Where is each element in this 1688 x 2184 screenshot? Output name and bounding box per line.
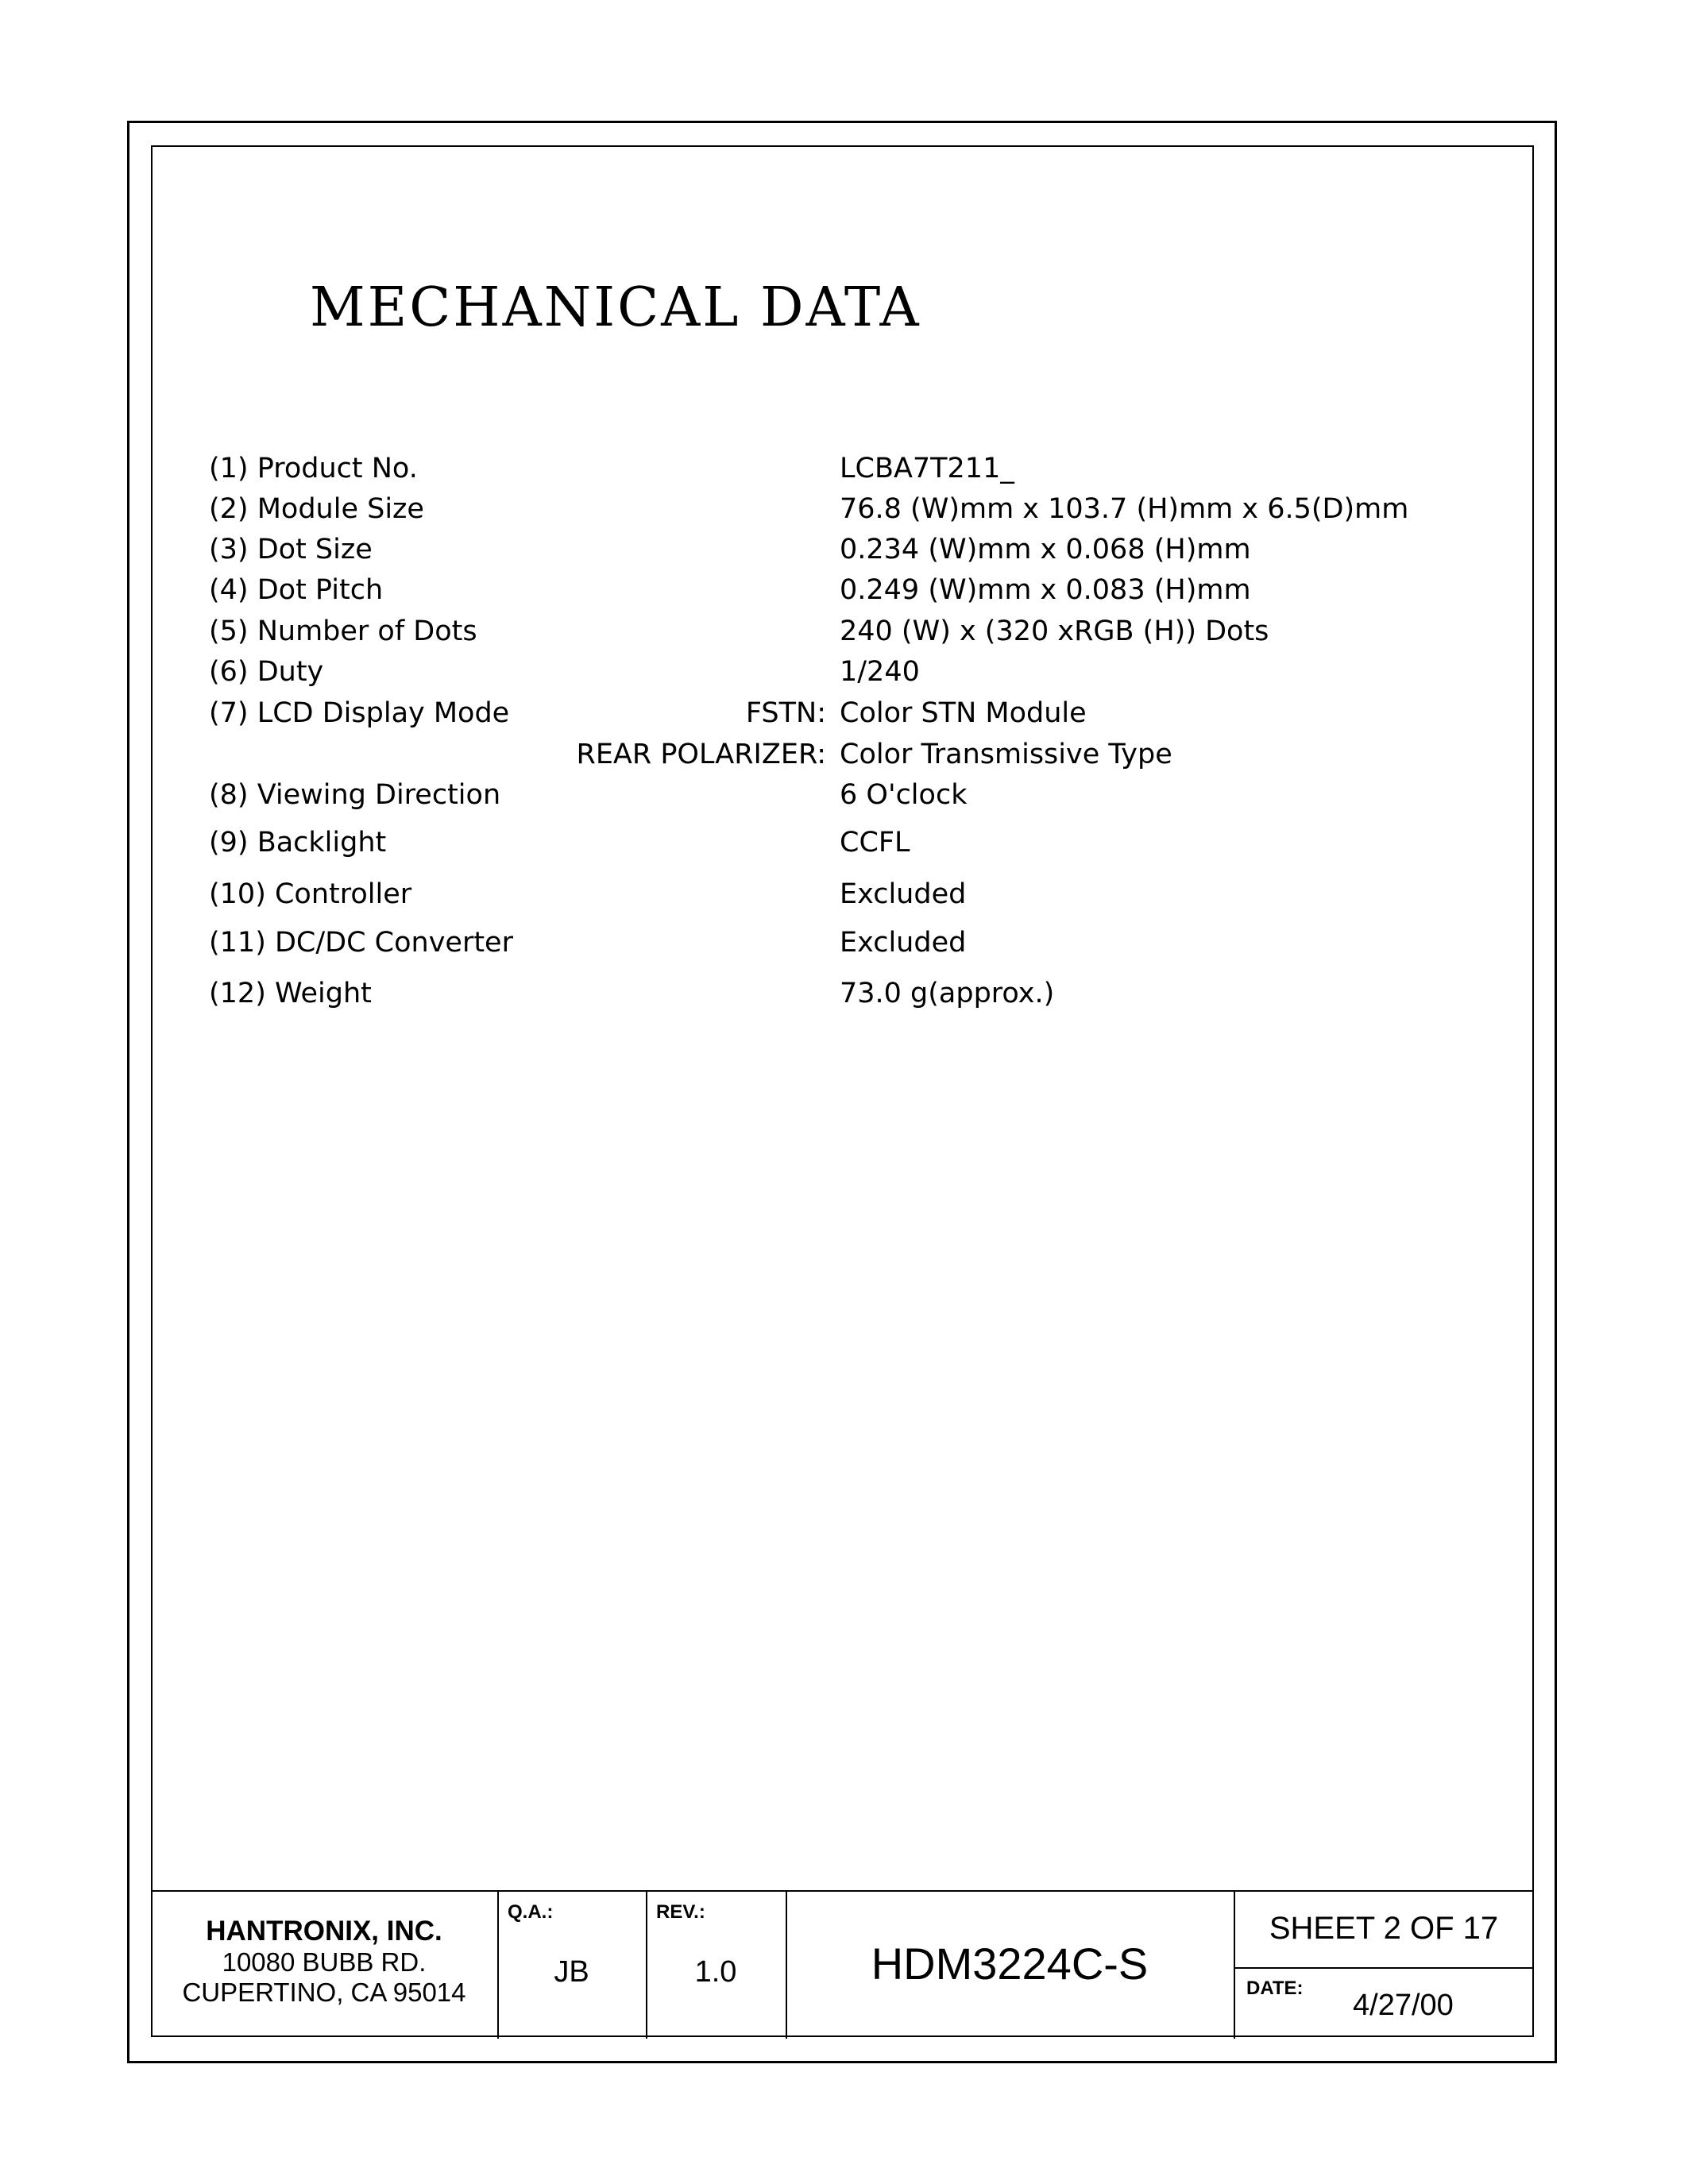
qa-label: Q.A.: — [508, 1901, 554, 1923]
spec-label: (12) Weight — [209, 978, 372, 1009]
spec-label: (10) Controller — [209, 878, 412, 910]
spec-sub-label: FSTN: — [745, 697, 826, 729]
spec-value: Color STN Module — [840, 697, 1087, 729]
spec-value: Excluded — [840, 878, 967, 910]
spec-row — [0, 927, 1688, 967]
spec-value: 76.8 (W)mm x 103.7 (H)mm x 6.5(D)mm — [840, 493, 1409, 525]
spec-row — [0, 739, 1688, 778]
spec-row — [0, 615, 1688, 655]
spec-label: (3) Dot Size — [209, 534, 373, 565]
company-name: HANTRONIX, INC. — [206, 1916, 442, 1947]
spec-row — [0, 878, 1688, 918]
title-block — [151, 1890, 1534, 2037]
spec-row — [0, 697, 1688, 737]
inner-border — [151, 145, 1534, 2037]
spec-label: (2) Module Size — [209, 493, 424, 525]
spec-value: 240 (W) x (320 xRGB (H)) Dots — [840, 615, 1269, 647]
spec-row — [0, 827, 1688, 866]
spec-label: (1) Product No. — [209, 453, 418, 484]
spec-row — [0, 978, 1688, 1017]
spec-label: (7) LCD Display Mode — [209, 697, 510, 729]
spec-row — [0, 656, 1688, 696]
date-value: 4/27/00 — [1353, 1989, 1454, 2022]
spec-label: (9) Backlight — [209, 827, 387, 859]
company-address-line1: 10080 BUBB RD. — [222, 1947, 427, 1977]
spec-row — [0, 534, 1688, 573]
spec-label: (6) Duty — [209, 656, 324, 688]
qa-value: JB — [554, 1955, 589, 1989]
spec-label: (11) DC/DC Converter — [209, 927, 513, 959]
spec-row — [0, 493, 1688, 533]
page-title: MECHANICAL DATA — [310, 276, 921, 339]
spec-label: (8) Viewing Direction — [209, 779, 501, 811]
spec-value: 6 O'clock — [840, 779, 968, 811]
spec-row — [0, 574, 1688, 614]
spec-row — [0, 453, 1688, 492]
sheet-number: SHEET 2 OF 17 — [1269, 1911, 1499, 1946]
rev-label: REV.: — [656, 1901, 705, 1923]
spec-label: (5) Number of Dots — [209, 615, 477, 647]
spec-value: Color Transmissive Type — [840, 739, 1172, 770]
date-label: DATE: — [1246, 1978, 1304, 1999]
spec-value: CCFL — [840, 827, 910, 859]
spec-label: (4) Dot Pitch — [209, 574, 384, 606]
spec-value: 73.0 g(approx.) — [840, 978, 1055, 1009]
company-address-line2: CUPERTINO, CA 95014 — [182, 1978, 466, 2007]
divider — [1234, 1967, 1534, 1969]
spec-value: 1/240 — [840, 656, 920, 688]
rev-value: 1.0 — [694, 1955, 737, 1989]
spec-row — [0, 779, 1688, 819]
spec-value: LCBA7T211_ — [840, 453, 1014, 484]
spec-sub-label: REAR POLARIZER: — [576, 739, 826, 770]
spec-value: Excluded — [840, 927, 967, 959]
spec-value: 0.234 (W)mm x 0.068 (H)mm — [840, 534, 1251, 565]
part-number: HDM3224C-S — [871, 1939, 1149, 1989]
spec-value: 0.249 (W)mm x 0.083 (H)mm — [840, 574, 1251, 606]
